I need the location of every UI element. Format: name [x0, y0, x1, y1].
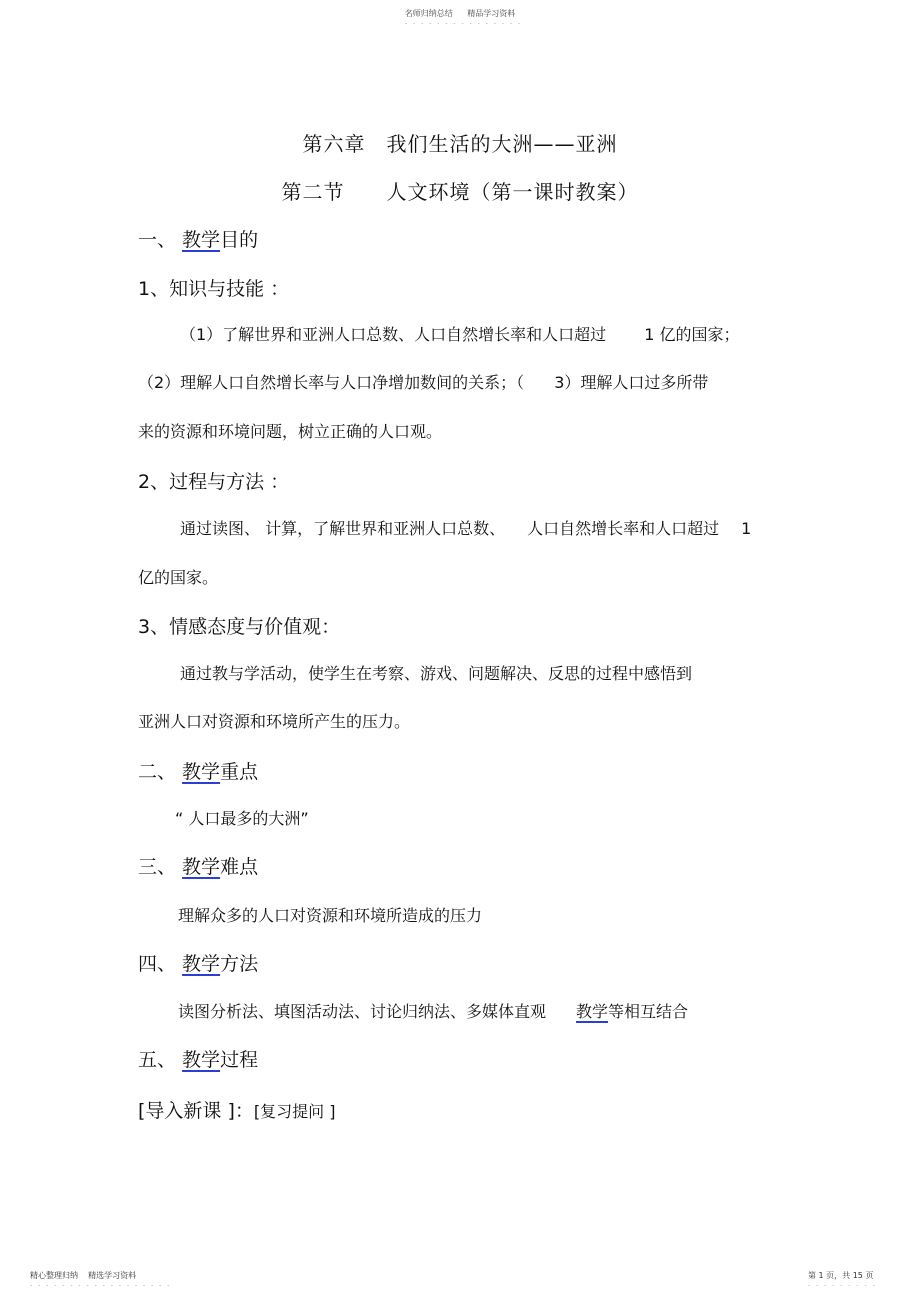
paragraph-2: （2）理解人口自然增长率与人口净增加数间的关系；（ 3）理解人口过多所带 — [138, 373, 709, 392]
paragraph-10: 读图分析法、填图活动法、讨论归纳法、多媒体直观 教学等相互结合 — [178, 1002, 689, 1021]
heading-objectives: 一、 教学目的 — [138, 229, 259, 251]
footer-dots-right: - - - - - - - - - — [808, 1282, 877, 1289]
heading-knowledge-skills: 1、知识与技能 ： — [138, 278, 290, 300]
heading-attitude-values: 3、情感态度与价值观： — [138, 616, 341, 638]
heading-key-points: 二、 教学重点 — [138, 761, 259, 783]
header-dots: - - - - - - - - - - - - - - - — [405, 20, 523, 27]
heading-difficulties: 三、 教学难点 — [138, 856, 259, 878]
paragraph-11: [导入新课 ]：[复习提问 ] — [138, 1100, 336, 1122]
paragraph-3: 来的资源和环境问题，树立正确的人口观。 — [138, 422, 443, 441]
paragraph-7: 亚洲人口对资源和环境所产生的压力。 — [138, 712, 411, 731]
paragraph-8: “ 人口最多的大洲” — [175, 809, 309, 828]
paragraph-4: 通过读图、 计算，了解世界和亚洲人口总数、 人口自然增长率和人口超过 1 — [180, 519, 752, 538]
header-left: 名师归纳总结 — [404, 9, 453, 18]
chapter-title: 第六章 我们生活的大洲——亚洲 — [302, 132, 618, 156]
heading-process-method: 2、过程与方法 ： — [138, 471, 290, 493]
heading-methods: 四、 教学方法 — [138, 953, 259, 975]
page-number: 第 1 页，共 15 页 — [808, 1271, 874, 1280]
footer-left: 精心整理归纳 精选学习资料 — [30, 1271, 137, 1280]
paragraph-1: （1）了解世界和亚洲人口总数、人口自然增长率和人口超过 1 亿的国家； — [180, 325, 740, 344]
heading-procedure: 五、 教学过程 — [138, 1049, 259, 1071]
page-header — [0, 8, 920, 19]
paragraph-6: 通过教与学活动，使学生在考察、游戏、问题解决、反思的过程中感悟到 — [180, 664, 693, 683]
footer-dots-left: - - - - - - - - - - - - - - - - - - — [30, 1282, 172, 1289]
section-title: 第二节 人文环境（第一课时教案） — [281, 180, 639, 204]
paragraph-9: 理解众多的人口对资源和环境所造成的压力 — [178, 906, 483, 925]
paragraph-5: 亿的国家。 — [138, 568, 219, 587]
header-right: 精品学习资料 — [467, 9, 516, 18]
